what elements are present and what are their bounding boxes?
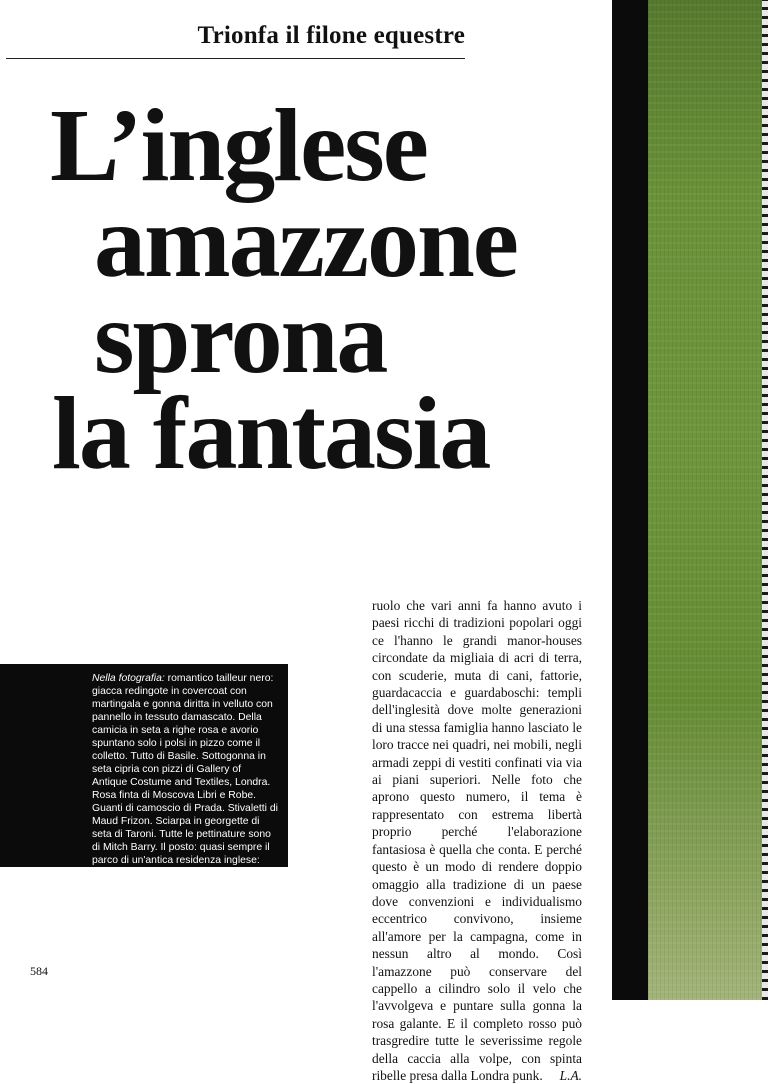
kicker-title: Trionfa il filone equestre [197, 22, 465, 49]
article-text: ruolo che vari anni fa hanno avuto i paesi ricchi di tradizioni popolari oggi ce l'hanno le grandi manor-houses circondate da migliaia di acri di terra, con scuderie, muta di cani, fattorie, guardacaccia e guardaboschi: templi dell'inglesità dove molte generazioni di una stessa famiglia hanno lasciato le loro tracce nei quadri, nei mobili, negli armadi zeppi di vestiti confinati via via ai piani superiori. Nelle foto che aprono questo numero, il tema è rappresentato con estrema libertà proprio perché l'elaborazione fantasiosa è quella che conta. E perché questo è un modo di rendere doppio omaggio alla tradizione di un paese dove convenzioni e individualismo eccentrico convivono, insieme all'amore per la campagna, come in nessun altro al mondo. Così l'amazzone può conservare del cappello a cilindro solo il velo che l'avvolgeva e puntare sulla gonna la rosa galante. E il completo rosso può trasgredire tutte le severissime regole della caccia alla volpe, con spinta ribelle presa dalla Londra punk. [372, 598, 582, 1083]
photo-caption [0, 664, 288, 879]
headline-line-4: la fantasia [52, 376, 490, 491]
caption-body: romantico tailleur nero: giacca redingote in covercoat con martingala e gonna diritta in velluto con pannello in tessuto damascato. Della camicia in seta a righe rosa e avorio spuntano solo i polsi in pizzo come il colletto. Tutto di Basile. Sottogonna in seta cipria con pizzi di Gallery of Antique Costume and Textiles, Londra. Rosa finta di Moscova Libri e Robe. Guanti di camoscio di Prada. Stivaletti di Maud Frizon. Sciarpa in georgette di seta di Taroni. Tutte le pettinature sono di Mitch Barry. Il posto: quasi sempre il parco di un'antica residenza inglese: Dyrham Park, nel Gloucestershire. [92, 673, 278, 879]
author-signature: L.A. [559, 1067, 582, 1083]
kicker-rule [6, 58, 465, 59]
headline [50, 88, 610, 491]
article-paragraph [372, 597, 582, 1084]
grass-photo [648, 0, 768, 1000]
page-edge [762, 0, 768, 1000]
page-number: 584 [30, 964, 48, 978]
caption-text [92, 672, 278, 880]
headline-line-1: L’inglese [50, 88, 427, 203]
headline-line-2: amazzone [94, 184, 517, 299]
caption-lead: Nella fotografia: [92, 673, 165, 684]
article-body [372, 597, 582, 1084]
photo-black-border [612, 0, 648, 1000]
headline-line-3: sprona [94, 280, 387, 395]
